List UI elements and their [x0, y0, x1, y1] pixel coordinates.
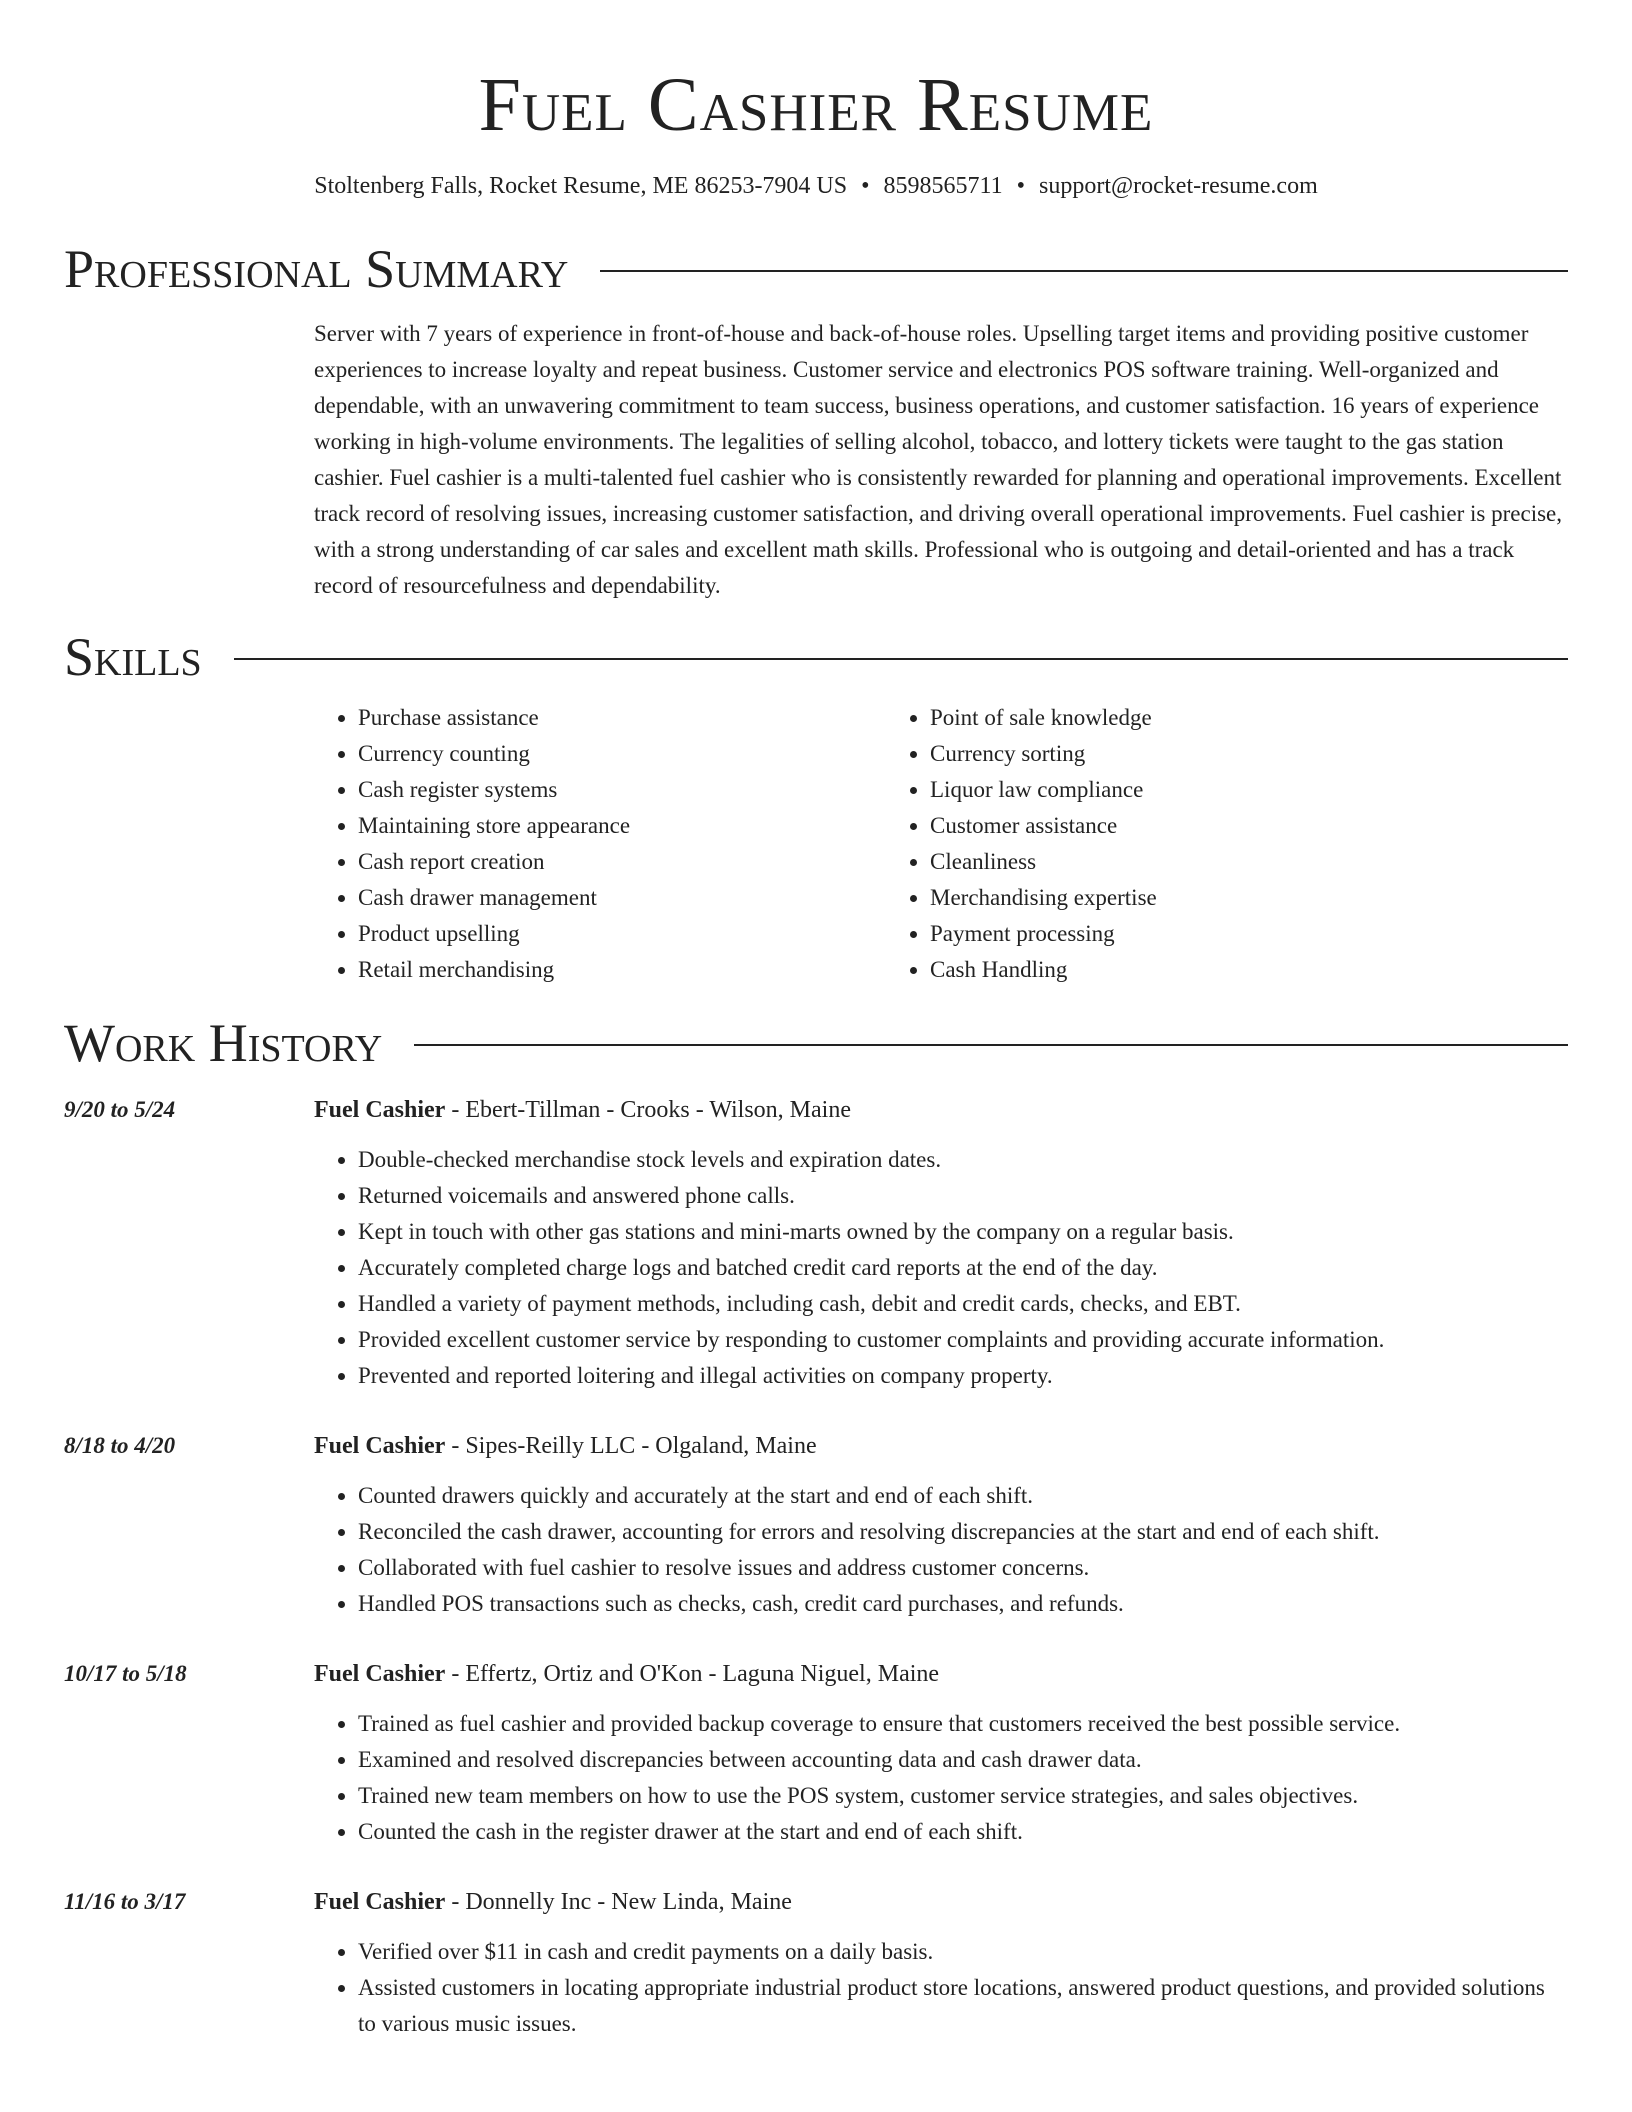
skills-section-header [64, 626, 1568, 688]
job-entry [64, 1092, 1568, 1394]
job-title-line [314, 1656, 1568, 1692]
contact-line [64, 170, 1568, 202]
job-dates: 11/16 to 3/17 [64, 1889, 186, 1914]
job-duty: • Returned voicemails and answered phone calls. [358, 1178, 1568, 1214]
job-duties [314, 1142, 1568, 1394]
skill-item: • Cash report creation [358, 844, 886, 880]
job-body [314, 1884, 1568, 2042]
skill-item: • Cleanliness [930, 844, 1568, 880]
job-title: Fuel Cashier [314, 1433, 446, 1459]
job-entry [64, 1884, 1568, 2042]
job-title-line [314, 1884, 1568, 1920]
skills-column-1 [314, 700, 886, 988]
job-dates: 9/20 to 5/24 [64, 1097, 176, 1122]
skill-item: • Cash drawer management [358, 880, 886, 916]
job-employer: - Donnelly Inc - New Linda, Maine [445, 1889, 792, 1915]
skill-item: • Purchase assistance [358, 700, 886, 736]
job-duty: • Accurately completed charge logs and batched credit card reports at the end of the day. [358, 1250, 1568, 1286]
job-entry [64, 1656, 1568, 1850]
job-duty: • Handled POS transactions such as checks, cash, credit card purchases, and refunds. [358, 1586, 1568, 1622]
job-duties [314, 1478, 1568, 1622]
job-duty: • Verified over $11 in cash and credit payments on a daily basis. [358, 1934, 1568, 1970]
job-entry [64, 1428, 1568, 1622]
section-divider [600, 270, 1568, 272]
job-title-line [314, 1092, 1568, 1128]
work-section-header [64, 1012, 1568, 1074]
job-duty: • Trained as fuel cashier and provided backup coverage to ensure that customers received the best possible service. [358, 1706, 1568, 1742]
job-employer: - Ebert-Tillman - Crooks - Wilson, Maine [445, 1097, 851, 1123]
skills-heading: Skills [64, 627, 202, 687]
job-dates: 8/18 to 4/20 [64, 1433, 176, 1458]
job-duties [314, 1934, 1568, 2042]
summary-section-header [64, 238, 1568, 300]
job-duty: • Reconciled the cash drawer, accounting for errors and resolving discrepancies at the start and end of each shift. [358, 1514, 1568, 1550]
skill-item: • Product upselling [358, 916, 886, 952]
skill-item: • Customer assistance [930, 808, 1568, 844]
resume-name: Fuel Cashier Resume [478, 63, 1154, 147]
section-divider [234, 658, 1568, 660]
job-title: Fuel Cashier [314, 1889, 446, 1915]
job-duty: • Handled a variety of payment methods, including cash, debit and credit cards, checks, and EBT. [358, 1286, 1568, 1322]
skill-item: • Currency sorting [930, 736, 1568, 772]
contact-phone: 8598565711 [883, 173, 1003, 199]
job-employer: - Effertz, Ortiz and O'Kon - Laguna Niguel, Maine [445, 1661, 940, 1687]
job-body [314, 1092, 1568, 1394]
contact-separator: • [1016, 173, 1026, 199]
job-duty: • Trained new team members on how to use the POS system, customer service strategies, and sales objectives. [358, 1778, 1568, 1814]
skill-item: • Cash Handling [930, 952, 1568, 988]
job-body [314, 1428, 1568, 1622]
job-body [314, 1656, 1568, 1850]
section-divider [414, 1044, 1568, 1046]
skill-item: • Merchandising expertise [930, 880, 1568, 916]
contact-separator: • [861, 173, 870, 199]
job-duties [314, 1706, 1568, 1850]
skill-item: • Point of sale knowledge [930, 700, 1568, 736]
summary-heading: Professional Summary [64, 239, 569, 299]
skill-item: • Cash register systems [358, 772, 886, 808]
job-title: Fuel Cashier [314, 1097, 446, 1123]
job-duty: • Collaborated with fuel cashier to resolve issues and address customer concerns. [358, 1550, 1568, 1586]
skills-column-2 [886, 700, 1568, 988]
contact-email: support@rocket-resume.com [1039, 173, 1318, 199]
skills-list [314, 700, 1568, 988]
job-duty: • Provided excellent customer service by responding to customer complaints and providing accurate information. [358, 1322, 1568, 1358]
skill-item: • Maintaining store appearance [358, 808, 886, 844]
job-employer: - Sipes-Reilly LLC - Olgaland, Maine [445, 1433, 817, 1459]
skill-item: • Liquor law compliance [930, 772, 1568, 808]
job-duty: • Counted drawers quickly and accurately at the start and end of each shift. [358, 1478, 1568, 1514]
skill-item: • Payment processing [930, 916, 1568, 952]
job-duty: • Kept in touch with other gas stations and mini-marts owned by the company on a regular basis. [358, 1214, 1568, 1250]
summary-text: Server with 7 years of experience in front-of-house and back-of-house roles. Upselling target items and providing positive customer experiences to increase loyalty and repeat business. Customer service and electronics POS software training. Well-organized and dependable, with an unwavering commitment to team success, business operations, and customer satisfaction. 16 years of experience working in high-volume environments. The legalities of selling alcohol, tobacco, and lottery tickets were taught to the gas station cashier. Fuel cashier is a multi-talented fuel cashier who is consistently rewarded for planning and operational improvements. Excellent track record of resolving issues, increasing customer satisfaction, and driving overall operational improvements. Fuel cashier is precise, with a strong understanding of car sales and excellent math skills. Professional who is outgoing and detail-oriented and has a track record of resourcefulness and dependability. [314, 321, 1563, 598]
job-duty: • Assisted customers in locating appropriate industrial product store locations, answered product questions, and provided solutions to various music issues. [358, 1970, 1568, 2042]
job-duty: • Double-checked merchandise stock levels and expiration dates. [358, 1142, 1568, 1178]
contact-address: Stoltenberg Falls, Rocket Resume, ME 86253-7904 US [314, 173, 848, 199]
skill-item: • Retail merchandising [358, 952, 886, 988]
job-dates: 10/17 to 5/18 [64, 1661, 187, 1686]
job-duty: • Examined and resolved discrepancies between accounting data and cash drawer data. [358, 1742, 1568, 1778]
job-duty: • Prevented and reported loitering and illegal activities on company property. [358, 1358, 1568, 1394]
job-duty: • Counted the cash in the register drawer at the start and end of each shift. [358, 1814, 1568, 1850]
job-title: Fuel Cashier [314, 1661, 446, 1687]
work-heading: Work History [64, 1013, 383, 1073]
job-title-line [314, 1428, 1568, 1464]
skill-item: • Currency counting [358, 736, 886, 772]
